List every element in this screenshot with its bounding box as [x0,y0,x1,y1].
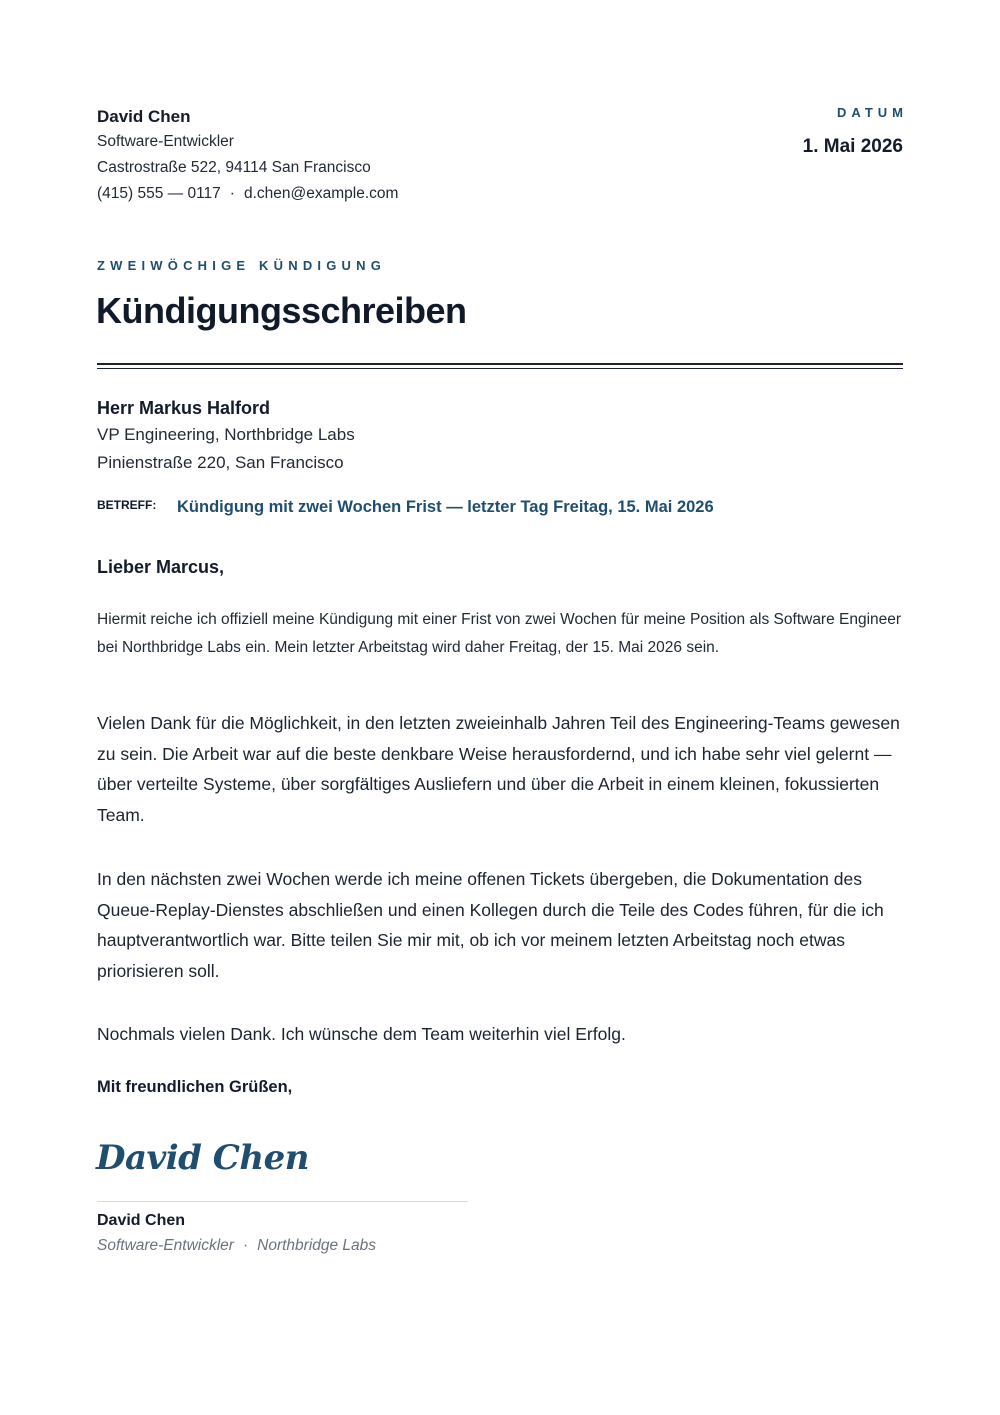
sender-email: d.chen@example.com [243,185,399,202]
subject-label: BETREFF: [97,498,157,512]
contact-separator: · [229,185,235,202]
sender-contact [97,181,398,207]
signature-divider [97,1201,468,1202]
signature-separator: · [242,1237,249,1254]
subject-text: Kündigung mit zwei Wochen Frist — letzter Tag Freitag, 15. Mai 2026 [177,498,714,516]
recipient-name: Herr Markus Halford [97,398,271,418]
sender-address: Castrostraße 522, 94114 San Francisco [97,159,371,176]
signature-subtitle [97,1234,376,1258]
recipient-line-1: VP Engineering, Northbridge Labs [97,425,355,444]
signature-title: Software-Entwickler [97,1237,234,1254]
date-block [802,104,908,161]
document-eyebrow: ZWEIWÖCHIGE KÜNDIGUNG [97,258,387,273]
salutation: Lieber Marcus, [97,557,225,577]
signature-script: David Chen [96,1138,309,1178]
subject-line [97,498,714,517]
sender-name: David Chen [97,107,191,126]
body-paragraph-3: In den nächsten zwei Wochen werde ich meine offenen Tickets übergeben, die Dokumentation des Queue-Replay-Dienstes abschließen und einen Kollegen durch die Teile des Codes führen, für die ich hauptverantwortlich war. Bitte teilen Sie mir mit, ob ich vor meinem letzten Arbeitstag noch etwas priorisieren soll. [97,869,884,981]
sender-role: Software-Entwickler [97,133,234,150]
sender-phone: (415) 555 — 0117 [97,185,221,202]
sender-block [97,105,398,207]
closing: Mit freundlichen Grüßen, [97,1078,293,1096]
signature-company: Northbridge Labs [257,1237,377,1254]
body-paragraph-4: Nochmals vielen Dank. Ich wünsche dem Team weiterhin viel Erfolg. [97,1024,626,1044]
title-divider-thin [97,368,903,369]
recipient-line-2: Pinienstraße 220, San Francisco [97,453,344,472]
date-value: 1. Mai 2026 [802,136,903,157]
recipient-block [97,395,355,477]
title-divider-thick [97,363,903,365]
date-label: DATUM [837,105,908,120]
body-paragraph-1: Hiermit reiche ich offiziell meine Kündigung mit einer Frist von zwei Wochen für meine Position als Software Engineer bei Northbridge Labs ein. Mein letzter Arbeitstag wird daher Freitag, der 15. Mai 2026 sein. [97,611,902,656]
signature-name: David Chen [97,1212,186,1229]
document-title: Kündigungsschreiben [96,290,467,331]
body-paragraph-2: Vielen Dank für die Möglichkeit, in den letzten zweieinhalb Jahren Teil des Engineering-Teams gewesen zu sein. Die Arbeit war auf die beste denkbare Weise herausfordernd, und ich habe sehr viel gelernt — über verteilte Systeme, über sorgfältiges Ausliefern und über die Arbeit in einem kleinen, fokussierten Team. [97,713,900,825]
